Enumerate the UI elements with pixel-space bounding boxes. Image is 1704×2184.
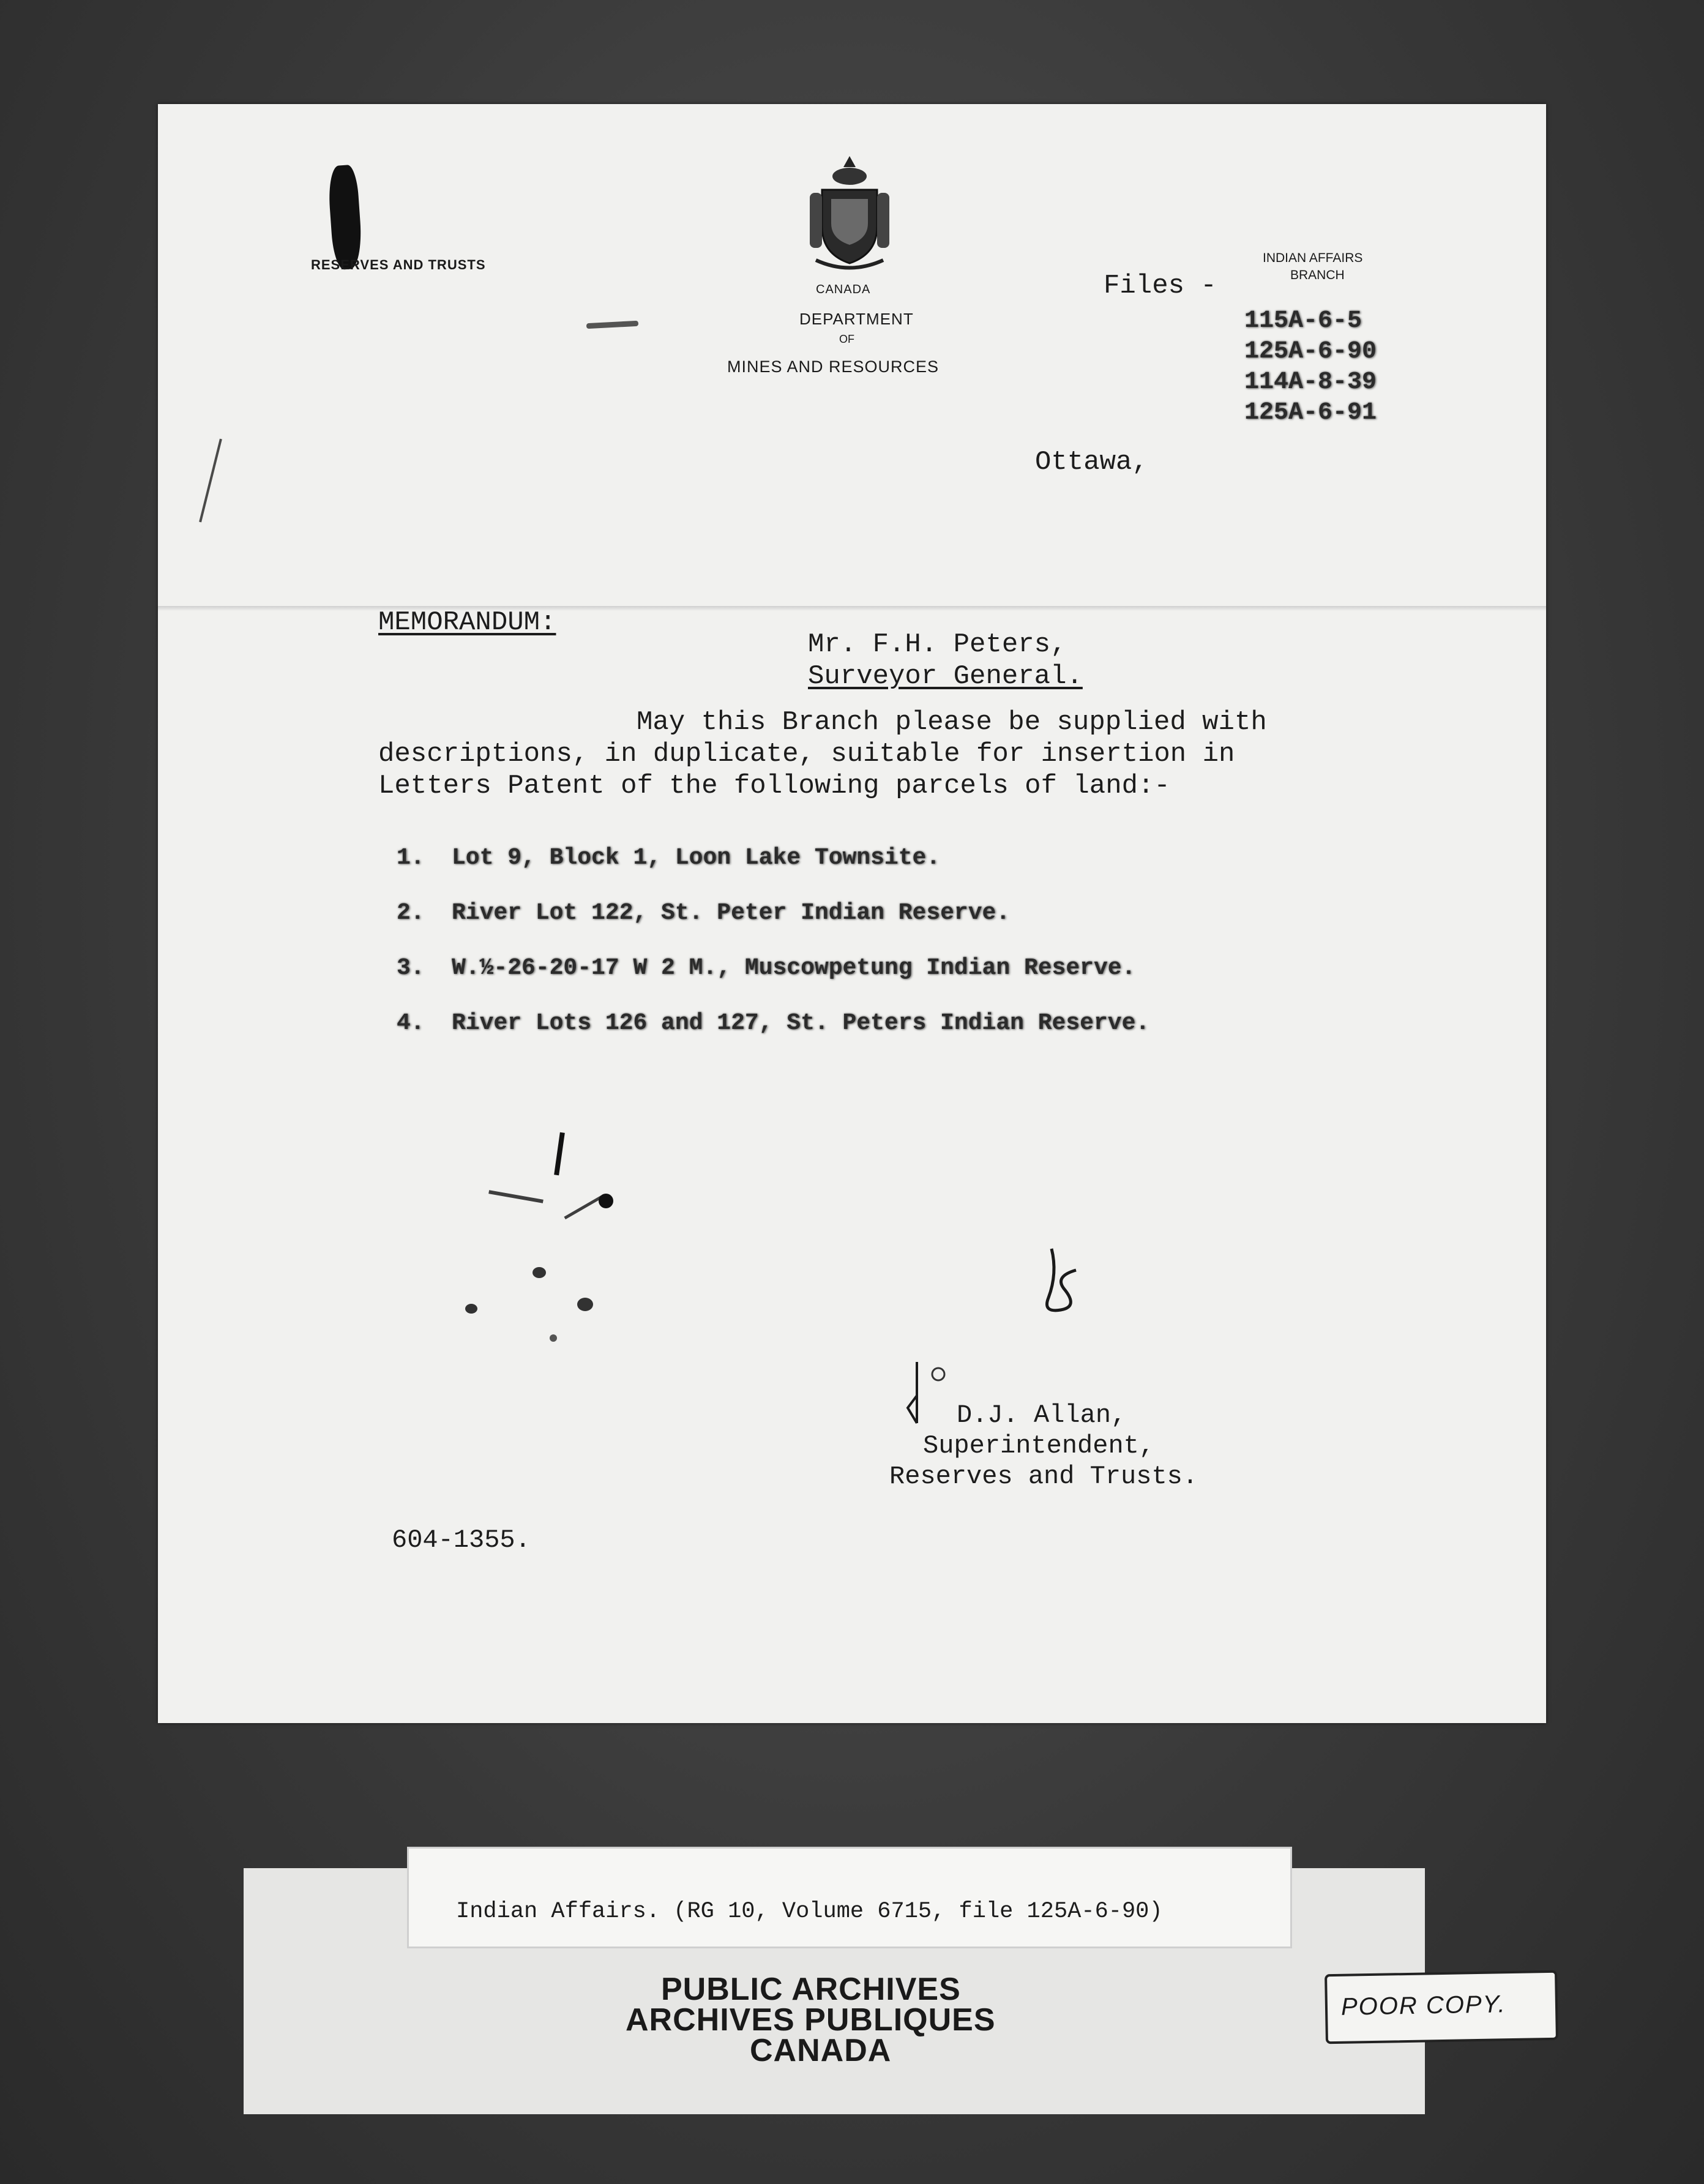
files-label: Files - [1104,271,1217,301]
parcel-1-text: Lot 9, Block 1, Loon Lake Townsite. [452,845,941,871]
parcel-2-text: River Lot 122, St. Peter Indian Reserve. [452,900,1011,926]
file-number-2: 125A-6-90 [1244,338,1377,365]
body-line-3: Letters Patent of the following parcels of land:- [378,771,1170,801]
signature-mark-icon [905,1359,960,1432]
parcel-2-number: 2. [397,900,425,926]
letterhead-of: OF [839,333,854,345]
memo-page [158,104,1546,1723]
coat-of-arms-icon [807,153,892,275]
branch-label-line2: BRANCH [1290,268,1345,282]
archive-title-line1: PUBLIC ARCHIVES [661,1972,961,2007]
archive-title-line2: ARCHIVES PUBLIQUES [626,2002,996,2038]
parcel-4-number: 4. [397,1010,425,1036]
signature-title-2: Reserves and Trusts. [889,1462,1198,1491]
page-fold [158,606,1546,611]
poor-copy-text: POOR COPY. [1340,1991,1507,2021]
parcel-3-text: W.½-26-20-17 W 2 M., Muscowpetung Indian Reserve. [452,955,1136,981]
signature-title-1: Superintendent, [923,1431,1155,1460]
reference-number: 604-1355. [392,1525,531,1555]
archive-title-line3: CANADA [750,2033,892,2068]
handwritten-initials-icon [1027,1243,1082,1328]
parcel-1-number: 1. [397,845,425,871]
archive-citation: Indian Affairs. (RG 10, Volume 6715, file 125A-6-90) [456,1899,1163,1924]
stray-mark [586,321,638,329]
file-number-4: 125A-6-91 [1244,399,1377,427]
ink-blot [327,165,364,271]
pencil-stroke [199,439,222,523]
parcel-3-number: 3. [397,955,425,981]
letterhead-ministry: MINES AND RESOURCES [727,357,940,376]
recipient-title: Surveyor General. [808,661,1083,692]
recipient-name: Mr. F.H. Peters, [808,629,1067,660]
file-number-1: 115A-6-5 [1244,307,1362,335]
place-ottawa: Ottawa, [1035,447,1148,477]
branch-label-line1: INDIAN AFFAIRS [1263,251,1363,265]
poor-copy-stamp [1325,1970,1558,2044]
body-line-1: May this Branch please be supplied with [637,707,1267,738]
archive-citation-box [407,1847,1292,1948]
parcel-4-text: River Lots 126 and 127, St. Peters Indian Reserve. [452,1010,1150,1036]
memo-heading: MEMORANDUM: [378,607,556,638]
file-number-3: 114A-8-39 [1244,368,1377,396]
letterhead-country: CANADA [816,283,871,296]
letterhead-department: DEPARTMENT [799,310,914,328]
body-line-2: descriptions, in duplicate, suitable for insertion in [378,739,1235,769]
letterhead-left-heading: RESERVES AND TRUSTS [311,257,486,272]
signature-name: D.J. Allan, [957,1401,1127,1430]
